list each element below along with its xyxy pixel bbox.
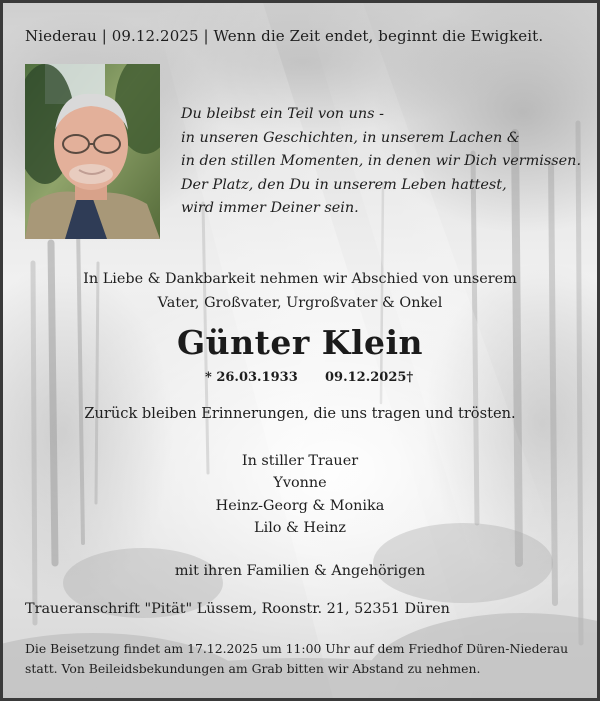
header-line: Niederau | 09.12.2025 | Wenn die Zeit endet, beginnt die Ewigkeit. bbox=[25, 27, 544, 45]
deceased-name: Günter Klein bbox=[176, 323, 424, 362]
verse-line: in unseren Geschichten, in unserem Lachen & bbox=[181, 129, 520, 146]
birth-date: * 26.03.1933 bbox=[205, 370, 298, 385]
intro-line: In Liebe & Dankbarkeit nehmen wir Abschied von unserem bbox=[83, 271, 517, 287]
families-line: mit ihren Familien & Angehörigen bbox=[174, 563, 426, 579]
footer-line: Die Beisetzung findet am 17.12.2025 um 11:00 Uhr auf dem Friedhof Düren-Niederau bbox=[25, 641, 569, 656]
mourner-name: Lilo & Heinz bbox=[254, 520, 346, 537]
verse-line: in den stillen Momenten, in denen wir Dich vermissen. bbox=[181, 153, 582, 170]
condolence-address: Traueranschrift "Pität" Lüssem, Roonstr. 21, 52351 Düren bbox=[25, 601, 450, 617]
verse-line: wird immer Deiner sein. bbox=[181, 200, 359, 217]
farewell-intro bbox=[3, 267, 597, 315]
portrait-photo-icon bbox=[25, 64, 160, 239]
memorial-verse bbox=[181, 103, 581, 221]
verse-line: Der Platz, den Du in unserem Leben hattest, bbox=[181, 176, 507, 193]
remembrance-line: Zurück bleiben Erinnerungen, die uns tragen und trösten. bbox=[84, 405, 516, 422]
footer-line: statt. Von Beileidsbekundungen am Grab bitten wir Abstand zu nehmen. bbox=[25, 660, 481, 676]
mourners-heading: In stiller Trauer bbox=[241, 453, 359, 469]
funeral-details bbox=[25, 639, 568, 678]
intro-line: Vater, Großvater, Urgroßvater & Onkel bbox=[157, 295, 443, 311]
portrait-photo bbox=[25, 64, 160, 239]
death-date: 09.12.2025† bbox=[325, 370, 414, 385]
mourner-name: Yvonne bbox=[273, 475, 327, 492]
mourners-list bbox=[3, 450, 597, 540]
mourner-name: Heinz-Georg & Monika bbox=[215, 497, 385, 514]
verse-line: Du bleibst ein Teil von uns - bbox=[181, 106, 385, 122]
